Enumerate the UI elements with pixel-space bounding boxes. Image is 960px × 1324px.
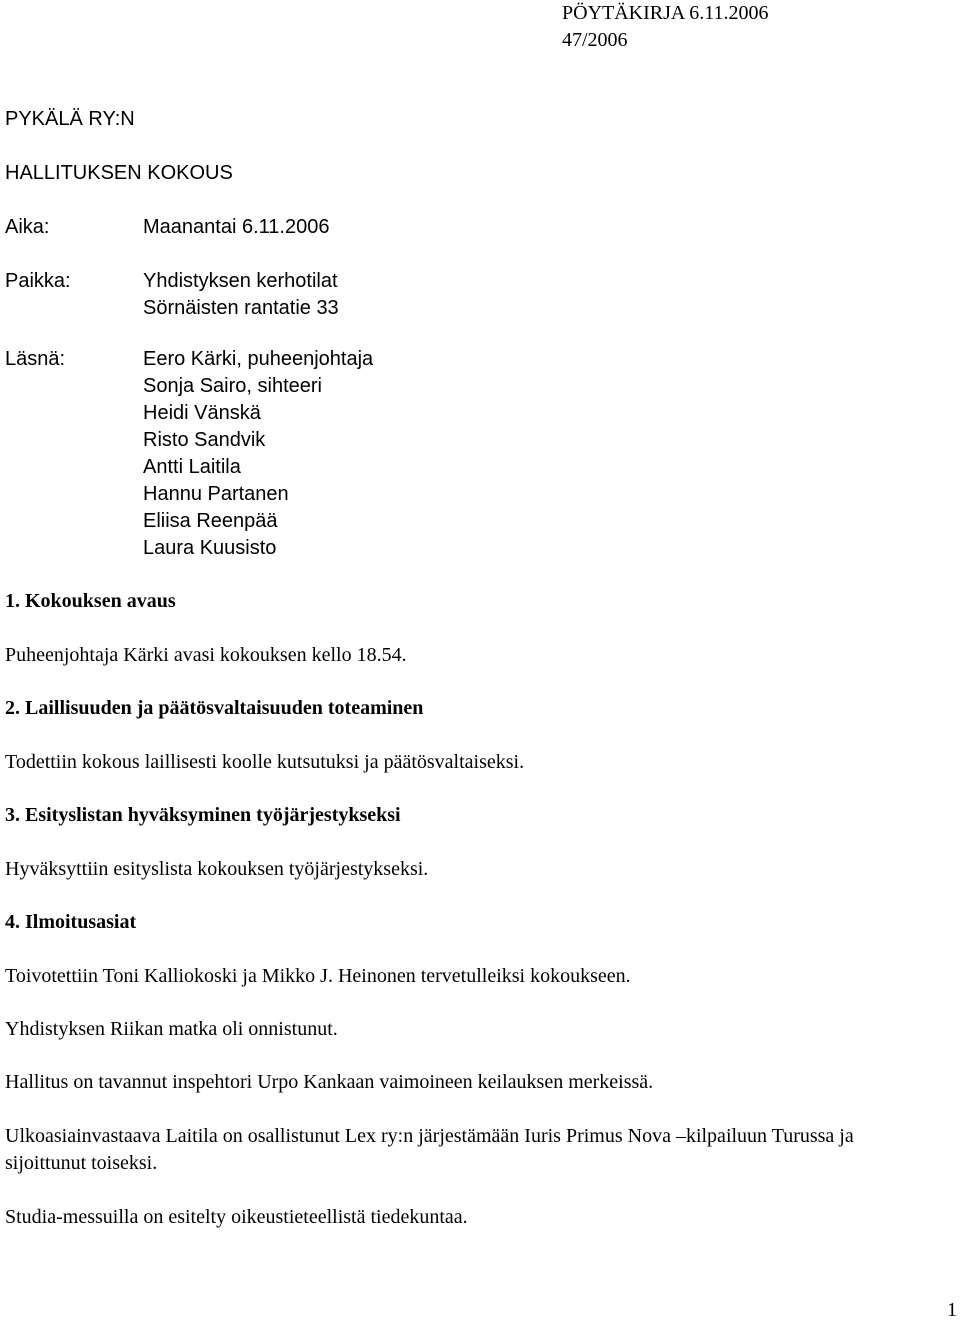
time-label: Aika: — [5, 216, 50, 238]
attendee: Heidi Vänskä — [143, 402, 261, 424]
present-label: Läsnä: — [5, 348, 66, 370]
section-paragraph: Yhdistyksen Riikan matka oli onnistunut. — [5, 1018, 338, 1040]
section-heading: 3. Esityslistan hyväksyminen työjärjestykseksi — [5, 804, 401, 826]
section-heading: 4. Ilmoitusasiat — [5, 911, 137, 933]
organization-name: PYKÄLÄ RY:N — [5, 108, 135, 130]
document-title: PÖYTÄKIRJA 6.11.2006 — [562, 2, 769, 24]
meeting-type: HALLITUKSEN KOKOUS — [5, 162, 233, 184]
section-paragraph: Studia-messuilla on esitelty oikeustieteellistä tiedekuntaa. — [5, 1206, 468, 1228]
document-header — [562, 0, 769, 54]
section-paragraph: Hyväksyttiin esityslista kokouksen työjärjestykseksi. — [5, 858, 429, 880]
section-heading: 2. Laillisuuden ja päätösvaltaisuuden toteaminen — [5, 697, 424, 719]
attendee: Laura Kuusisto — [143, 537, 277, 559]
section-paragraph: Todettiin kokous laillisesti koolle kutsutuksi ja päätösvaltaiseksi. — [5, 751, 525, 773]
section-paragraph: Hallitus on tavannut inspehtori Urpo Kankaan vaimoineen keilauksen merkeissä. — [5, 1071, 654, 1093]
time-value: Maanantai 6.11.2006 — [143, 216, 330, 238]
attendee: Hannu Partanen — [143, 483, 289, 505]
page-number: 1 — [947, 1299, 957, 1321]
section-paragraph: Ulkoasiainvastaava Laitila on osallistunut Lex ry:n järjestämään Iuris Primus Nova –kilpailuun Turussa ja sijoittunut toiseksi. — [5, 1125, 854, 1174]
section-paragraph: Toivotettiin Toni Kalliokoski ja Mikko J. Heinonen tervetulleiksi kokoukseen. — [5, 965, 631, 987]
place-line: Yhdistyksen kerhotilat — [143, 270, 338, 292]
place-label: Paikka: — [5, 270, 71, 292]
attendee: Sonja Sairo, sihteeri — [143, 375, 322, 397]
section-heading: 1. Kokouksen avaus — [5, 590, 176, 612]
section-paragraph: Puheenjohtaja Kärki avasi kokouksen kello 18.54. — [5, 644, 407, 666]
document-number: 47/2006 — [562, 29, 628, 51]
attendee: Risto Sandvik — [143, 429, 266, 451]
attendee: Eero Kärki, puheenjohtaja — [143, 348, 374, 370]
place-line: Sörnäisten rantatie 33 — [143, 297, 339, 319]
attendee: Antti Laitila — [143, 456, 241, 478]
attendee-list — [143, 346, 373, 562]
place-value — [143, 268, 339, 322]
attendee: Eliisa Reenpää — [143, 510, 278, 532]
